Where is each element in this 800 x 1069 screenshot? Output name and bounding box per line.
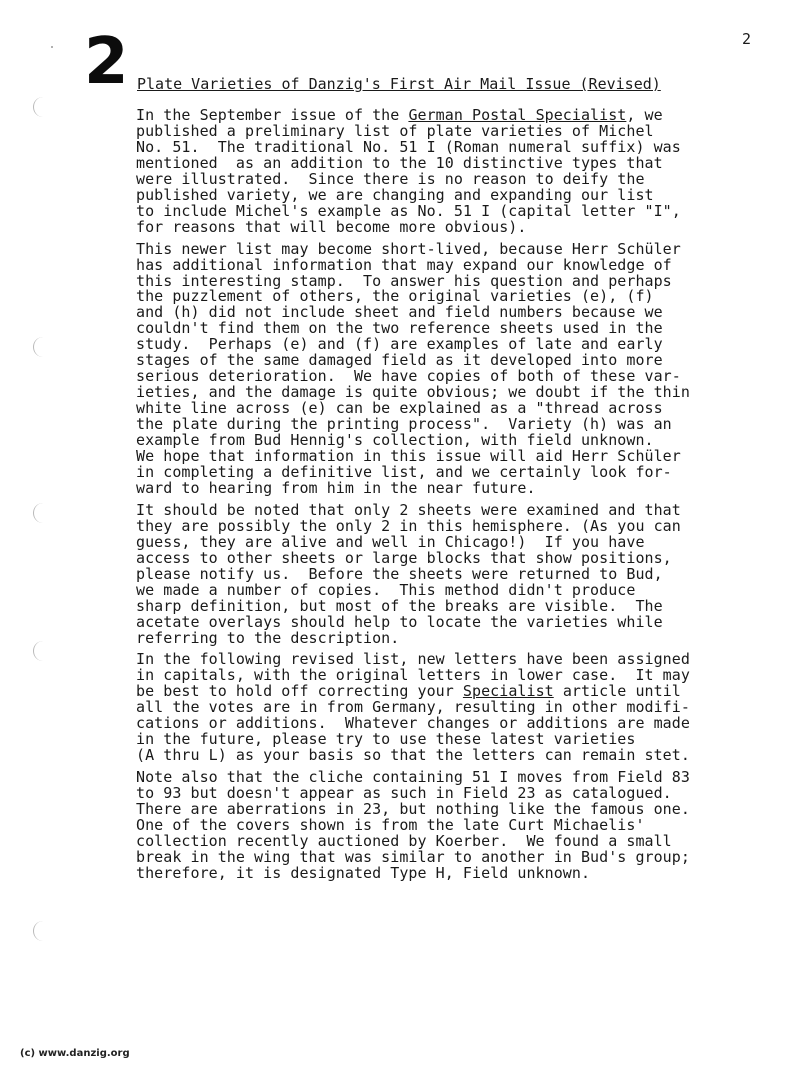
paragraph-text: In the following revised list, new letters have been assigned	[136, 650, 690, 669]
copyright-footer: (c) www.danzig.org	[20, 1048, 130, 1059]
paragraph-3: It should be noted that only 2 sheets were examined and that they are possibly the only 2 in this hemisphere. (As you can guess, they are alive and well in Chicago!) If you have access to other sheets or large blocks that show positions, please notify us. Before the sheets were returned to Bud, we made a number of copies. This method didn't produce sharp definition, but most of the breaks are visible. The acetate overlays should help to locate the varieties while referring to the description.	[136, 500, 681, 647]
scan-speck	[51, 46, 53, 48]
binder-hole-mark	[33, 921, 44, 941]
paragraph-text: be best to hold off correcting your	[136, 682, 463, 701]
paragraph-2: This newer list may become short-lived, because Herr Schüler has additional information that may expand our knowledge of this interesting stamp. To answer his question and perhaps the puzzlement of others, the original varieties (e), (f) and (h) did not include sheet and field numbers because we couldn't find them on the two reference sheets used in the study. Perhaps (e) and (f) are examples of late and early stages of the same damaged field as it developed into more serious deterioration. We have copies of both of these var- ieties, and the damage is quite obvious; we doubt if the thin white line across (e) can be explained as a "thread across the plate during the printing process". Variety (h) was an example from Bud Hennig's collection, with field unknown. We hope that information in this issue will aid Herr Schüler in completing a definitive list, and we certainly look for- ward to hearing from him in the near future.	[136, 239, 690, 497]
binder-hole-mark	[33, 97, 44, 117]
publication-name: German Postal Specialist	[408, 106, 627, 124]
paragraph-4	[136, 652, 736, 764]
paragraph-text: published a preliminary list of plate varieties of Michel No. 51. The traditional No. 51 I (Roman numeral suffix) was mentioned as an addition to the 10 distinctive types that were illustrated. Since there is no reason to deify the published variety, we are changing and expanding our list to include Michel's example as No. 51 I (capital letter "I", for reasons that will become more obvious).	[136, 121, 681, 236]
paragraph-text: in capitals, with the original letters in lower case. It may	[136, 666, 690, 685]
paragraph-text: In the September issue of the	[136, 106, 409, 124]
page-number: 2	[742, 30, 752, 48]
paragraph-text: article until	[553, 682, 681, 701]
section-numeral: 2	[84, 25, 127, 99]
paragraph-5: Note also that the cliche containing 51 I moves from Field 83 to 93 but doesn't appear as such in Field 23 as catalogued. There are aberrations in 23, but nothing like the famous one. One of the covers shown is from the late Curt Michaelis' collection recently auctioned by Koerber. We found a small break in the wing that was similar to another in Bud's group; therefore, it is designated Type H, Field unknown.	[136, 768, 690, 882]
binder-hole-mark	[33, 641, 44, 661]
paragraph-1	[136, 108, 736, 236]
publication-name: Specialist	[462, 682, 554, 701]
paragraph-text: all the votes are in from Germany, resulting in other modifi- cations or additions. Whatever changes or additions are made in the future, please try to use these latest varieties (A thru L) as your basis so that the letters can remain stet.	[136, 698, 690, 765]
page-title: Plate Varieties of Danzig's First Air Mail Issue (Revised)	[137, 75, 661, 93]
article-body	[136, 108, 736, 888]
paragraph-text: , we	[626, 106, 663, 124]
binder-hole-mark	[33, 337, 44, 357]
binder-hole-mark	[33, 503, 44, 523]
